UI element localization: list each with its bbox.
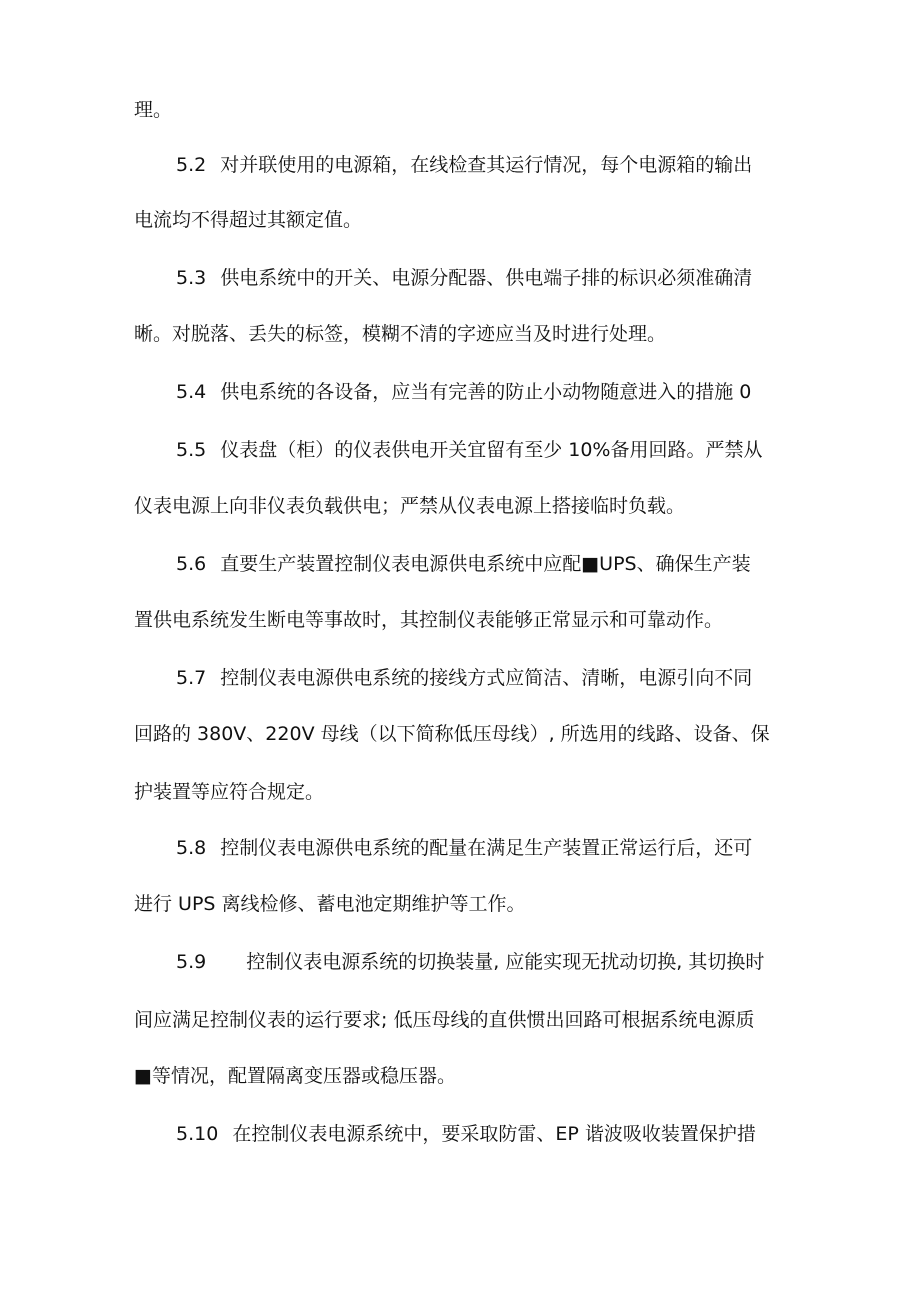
clause-number: 5.9	[176, 951, 207, 973]
clause-number: 5.8	[176, 837, 207, 859]
line-text: 直要生产装置控制仪表电源供电系统中应配■UPS、确保生产装	[220, 553, 751, 575]
paragraph-5-5	[0, 438, 920, 462]
clause-number: 5.6	[176, 553, 207, 575]
clause-number: 5.2	[176, 154, 207, 176]
line-text: 在控制仪表电源系统中，要采取防雷、EP 谐波吸收装置保护措	[232, 1123, 756, 1145]
line-text: 供电系统的各设备，应当有完善的防止小动物随意进入的措施 0	[220, 381, 752, 403]
paragraph-5-2	[0, 153, 920, 177]
text-line	[0, 722, 920, 746]
line-text: 护装置等应符合规定。	[134, 781, 325, 803]
line-text: 控制仪表电源系统的切换装量, 应能实现无扰动切换, 其切换时	[246, 951, 765, 973]
line-text: 仪表电源上向非仪表负载供电；严禁从仪表电源上搭接临时负载。	[134, 495, 686, 517]
text-line	[0, 322, 920, 346]
paragraph-5-9	[0, 950, 920, 974]
clause-number: 5.7	[176, 667, 207, 689]
paragraph-5-8	[0, 836, 920, 860]
text-line	[0, 780, 920, 804]
line-text: 对并联使用的电源箱，在线检查其运行情况，每个电源箱的输出	[220, 154, 753, 176]
clause-number: 5.4	[176, 381, 207, 403]
paragraph-5-7	[0, 666, 920, 690]
line-text: ■等情况，配置隔离变压器或稳压器。	[134, 1065, 456, 1087]
line-text: 进行 UPS 离线检修、蓄电池定期维护等工作。	[134, 893, 526, 915]
text-line	[0, 892, 920, 916]
line-text: 供电系统中的开关、电源分配器、供电端子排的标识必须准确清	[220, 267, 753, 289]
line-text: 仪表盘（柜）的仪表供电开关宜留有至少 10%备用回路。严禁从	[220, 439, 763, 461]
text-line	[0, 98, 920, 122]
clause-number: 5.5	[176, 439, 207, 461]
clause-number: 5.3	[176, 267, 207, 289]
text-line	[0, 494, 920, 518]
line-text: 回路的 380V、220V 母线（以下简称低压母线）, 所选用的线路、设备、保	[134, 723, 770, 745]
paragraph-5-3	[0, 266, 920, 290]
line-text: 理。	[134, 99, 173, 121]
line-text: 电流均不得超过其额定值。	[134, 209, 363, 231]
clause-number: 5.10	[176, 1123, 219, 1145]
paragraph-5-10	[0, 1122, 920, 1146]
paragraph-5-4	[0, 380, 920, 404]
line-text: 置供电系统发生断电等事故时，其控制仪表能够正常显示和可靠动作。	[134, 609, 724, 631]
text-line	[0, 608, 920, 632]
line-text: 控制仪表电源供电系统的配量在满足生产装置正常运行后，还可	[220, 837, 753, 859]
text-line	[0, 1008, 920, 1032]
text-line	[0, 208, 920, 232]
paragraph-5-6	[0, 552, 920, 576]
line-text: 晰。对脱落、丢失的标签，模糊不清的字迹应当及时进行处理。	[134, 323, 667, 345]
text-line	[0, 1064, 920, 1088]
line-text: 间应满足控制仪表的运行要求; 低压母线的直供惯出回路可根据系统电源质	[134, 1009, 755, 1031]
line-text: 控制仪表电源供电系统的接线方式应简洁、清晰，电源引向不同	[220, 667, 753, 689]
